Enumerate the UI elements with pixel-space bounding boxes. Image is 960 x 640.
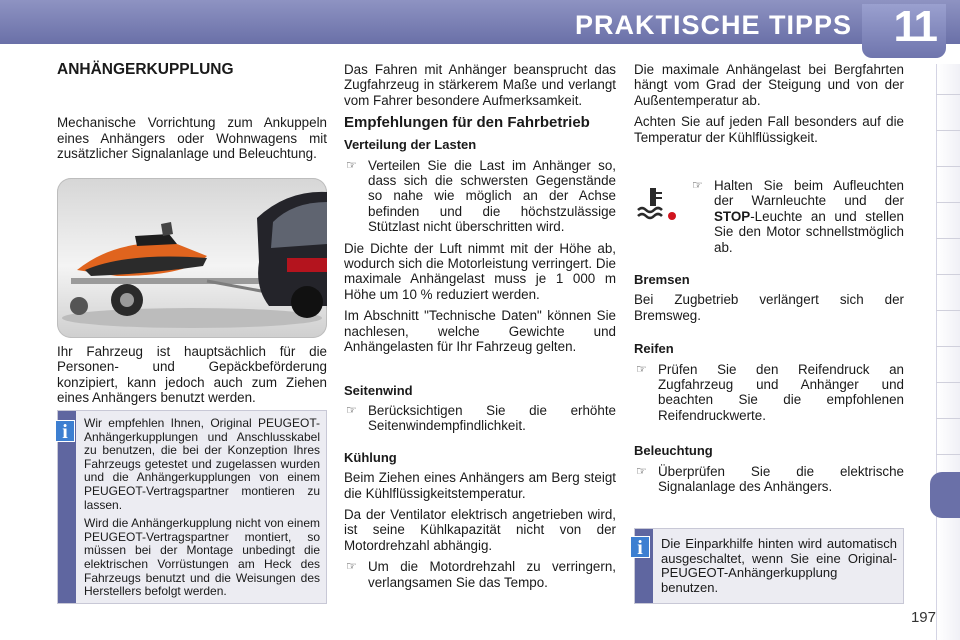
bullet-seitenwind: ☞ Berücksichtigen Sie die erhöhte Seitenwindempfindlichkeit. — [346, 402, 616, 434]
info-icon: i — [55, 420, 75, 442]
subheading-bremsen: Bremsen — [634, 272, 690, 287]
column-1-lower — [57, 344, 327, 412]
column-3 — [634, 62, 904, 151]
bullet-reifen: ☞ Prüfen Sie den Reifendruck an Zugfahrzeug und Anhänger und beachten Sie die empfohlenen Reifendruckwerte. — [636, 361, 904, 423]
info-text — [661, 537, 897, 600]
pointing-hand-icon: ☞ — [346, 402, 357, 417]
chapter-index-tab-active[interactable] — [930, 472, 960, 518]
side-index-rail — [936, 64, 960, 640]
vehicle-usage-text: Ihr Fahrzeug ist hauptsächlich für die Personen- und Gepäckbeförderung konzipiert, kann jedoch auch zum Ziehen eines Anhängers benutzt werden. — [57, 344, 327, 406]
column-1 — [57, 62, 327, 168]
subheading-beleuchtung: Beleuchtung — [634, 443, 713, 459]
cooling-text: Beim Ziehen eines Anhängers am Berg steigt die Kühlflüssigkeitstemperatur. — [344, 470, 616, 501]
info-icon: i — [630, 536, 650, 558]
column-3-lower — [634, 272, 904, 500]
subheading-lasten: Verteilung der Lasten — [344, 137, 477, 153]
coolant-warning-icon — [634, 186, 678, 222]
column-3-warning — [690, 178, 904, 261]
technical-data-text: Im Abschnitt "Technische Daten" können Sie nachlesen, welche Gewichte und Anhängelasten für Ihr Fahrzeug gelten. — [344, 308, 616, 355]
column-2 — [344, 62, 616, 596]
gradient-text: Die maximale Anhängelast bei Bergfahrten hängt vom Grad der Steigung und von der Außentemperatur ab. — [634, 62, 904, 108]
coolant-attention-text: Achten Sie auf jeden Fall besonders auf die Temperatur der Kühlflüssigkeit. — [634, 114, 904, 145]
pointing-hand-icon: ☞ — [636, 463, 647, 478]
section-heading: Empfehlungen für den Fahrbetrieb — [344, 114, 590, 132]
info-paragraph: Die Einparkhilfe hinten wird automatisch ausgeschaltet, wenn Sie eine Original-PEUGEOT-Anhängerkupplung benutzen. — [661, 536, 897, 595]
trailer-jetski-illustration — [57, 178, 327, 338]
subheading-kuehlung: Kühlung — [344, 449, 397, 465]
section-heading: ANHÄNGERKUPPLUNG — [57, 61, 234, 78]
air-density-text: Die Dichte der Luft nimmt mit der Höhe ab, wodurch sich die Motorleistung verringert. Die maximale Anhängelast muss je 1 000 m Höhe um 10 % reduziert werden. — [344, 240, 616, 302]
pointing-hand-icon: ☞ — [346, 157, 357, 172]
info-text — [84, 417, 320, 604]
pointing-hand-icon: ☞ — [636, 361, 647, 376]
pointing-hand-icon: ☞ — [346, 559, 357, 574]
info-box-parking — [634, 528, 904, 604]
bullet-kuehlung: ☞ Um die Motordrehzahl zu verringern, verlangsamen Sie das Tempo. — [346, 559, 616, 590]
info-paragraph: Wird die Anhängerkupplung nicht von einem PEUGEOT-Vertragspartner montiert, so müssen bei der Montage unbedingt die elektrischen Vorrüstungen am Heck des Fahrzeugs benutzt und die Weisungen des Herstellers befolgt werden. — [84, 516, 320, 599]
trailer-photo — [57, 178, 327, 338]
fan-text: Da der Ventilator elektrisch angetrieben wird, ist seine Kühlkapazität nicht von der Motordrehzahl abhängig. — [344, 506, 616, 553]
chapter-number: 11 — [893, 2, 936, 51]
page-number: 197 — [910, 609, 936, 626]
subheading-reifen: Reifen — [634, 341, 674, 357]
stop-label: STOP — [714, 208, 751, 224]
pointing-hand-icon: ☞ — [692, 178, 703, 192]
bullet-warning-stop: ☞ Halten Sie beim Aufleuchten der Warnleuchte und der STOP-Leuchte an und stellen Sie den Motor schnellstmöglich ab. — [692, 178, 904, 255]
intro-text: Mechanische Vorrichtung zum Ankuppeln eines Anhängers oder Wohnwagens mit zusätzlicher Signalanlage und Beleuchtung. — [57, 115, 327, 162]
info-box-coupling — [57, 410, 327, 604]
braking-text: Bei Zugbetrieb verlängert sich der Bremsweg. — [634, 292, 904, 323]
page-title: PRAKTISCHE TIPPS — [574, 10, 852, 40]
subheading-seitenwind: Seitenwind — [344, 382, 413, 398]
intro-text: Das Fahren mit Anhänger beansprucht das Zugfahrzeug in stärkerem Maße und verlangt vom Fahrer besondere Aufmerksamkeit. — [344, 62, 616, 108]
bullet-lasten: ☞ Verteilen Sie die Last im Anhänger so, dass sich die schwersten Gegenstände so nahe wie möglich an der Achse befinden und die höchstzulässige Stützlast nicht überschritten wird. — [346, 157, 616, 235]
bullet-beleuchtung: ☞ Überprüfen Sie die elektrische Signalanlage des Anhängers. — [636, 463, 904, 495]
info-paragraph: Wir empfehlen Ihnen, Original PEUGEOT-Anhängerkupplungen und Anschlusskabel zu benutzen, die bei der Konzeption Ihres Fahrzeugs getestet und zugelassen wurden und die Anhängerkupplungen von einem PEUGEOT-Vertragspartner montieren zu lassen. — [84, 416, 320, 512]
